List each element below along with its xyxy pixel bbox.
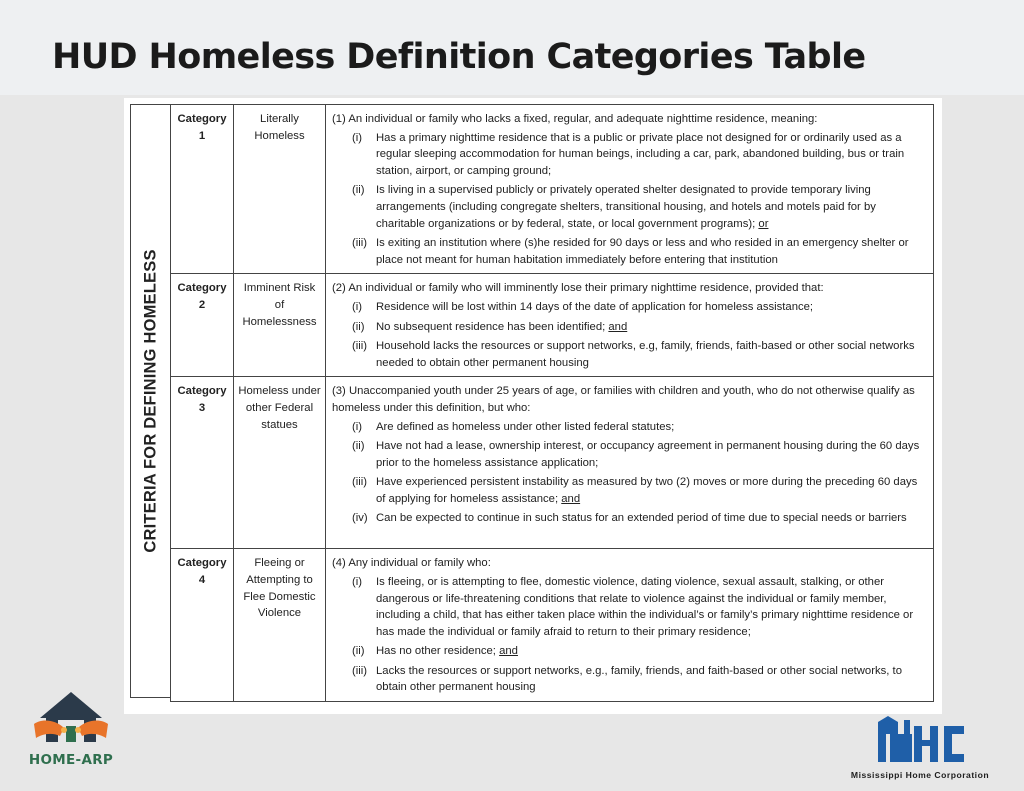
item-text: No subsequent residence has been identified;: [376, 320, 606, 333]
item-text-wrap: [376, 235, 927, 268]
item-text: Lacks the resources or support networks, e.g., family, friends, and faith-based or other social networks, to obtain other permanent housing: [376, 664, 902, 694]
item-text: Is exiting an institution where (s)he resided for 90 days or less and who resided in an emergency shelter or place not meant for human habitation immediately before entering that institution: [376, 237, 909, 266]
definition-item: [352, 438, 927, 471]
item-marker: (iii): [352, 237, 368, 250]
category-definition: [326, 274, 934, 377]
definition-item: [352, 235, 927, 268]
mhc-caption: Mississippi Home Corporation: [850, 770, 990, 780]
item-marker: (i): [352, 300, 363, 313]
category-label: Category: [177, 113, 227, 125]
category-type: Homeless under other Federal statues: [234, 377, 326, 549]
item-text-wrap: [376, 663, 927, 696]
definition-item: [352, 663, 927, 696]
category-label-cell: [171, 377, 234, 549]
category-row: [171, 274, 934, 377]
category-definition: [326, 377, 934, 549]
category-number: 3: [198, 401, 206, 414]
category-label-cell: [171, 105, 234, 274]
home-arp-caption: HOME-ARP: [28, 752, 114, 768]
item-text: Has a primary nighttime residence that is a public or private place not designed for or ordinarily used as a regular sleeping accommodation for human beings, including a car, park, abandoned building, bus or train station, airport, or camping ground;: [376, 131, 905, 177]
category-label-cell: [171, 549, 234, 702]
home-arp-house-icon: [26, 690, 116, 754]
definition-item: [352, 643, 927, 660]
item-conjunction: and: [608, 320, 628, 333]
category-row: [171, 105, 934, 274]
item-marker: (iii): [352, 340, 368, 353]
definition-intro: (2) An individual or family who will imminently lose their primary nighttime residence, provided that:: [332, 282, 824, 295]
item-text-wrap: [376, 438, 927, 471]
item-text-wrap: [376, 419, 927, 436]
criteria-side-label: [130, 104, 171, 698]
item-text: Have not had a lease, ownership interest, or occupancy agreement in permanent housing during the 60 days prior to the homeless assistance application;: [376, 440, 920, 469]
item-marker: (iii): [352, 476, 368, 489]
mhc-logo: [832, 712, 1008, 784]
home-arp-logo: [26, 690, 116, 775]
definition-item: [352, 338, 927, 371]
item-text: Can be expected to continue in such status for an extended period of time due to special needs or barriers: [376, 512, 907, 525]
side-label-text: CRITERIA FOR DEFINING HOMELESS: [141, 249, 160, 553]
item-text-wrap: [376, 299, 927, 316]
category-label: Category: [177, 385, 227, 398]
item-marker: (i): [352, 575, 363, 588]
item-marker: (ii): [352, 320, 365, 333]
item-marker: (iii): [352, 664, 368, 677]
category-number: 4: [198, 573, 206, 586]
item-conjunction: and: [499, 645, 518, 658]
item-text: Have experienced persistent instability as measured by two (2) moves or more during the preceding 60 days of applying for homeless assistance;: [376, 476, 918, 505]
item-marker: (ii): [352, 645, 365, 658]
item-marker: (ii): [352, 440, 365, 453]
item-text: Has no other residence;: [376, 645, 496, 658]
item-marker: (ii): [352, 184, 365, 197]
definition-item: [352, 474, 927, 507]
category-definition: [326, 105, 934, 274]
item-text: Is fleeing, or is attempting to flee, domestic violence, dating violence, sexual assault, stalking, or other dangerous or life-threatening conditions that relate to violence against the individual or family member, including a child, that has either taken place within the individual’s or family’s primary nighttime residence or has made the individual or family afraid to return to their primary residence;: [376, 575, 914, 638]
category-label: Category: [177, 557, 227, 570]
definition-intro: (1) An individual or family who lacks a fixed, regular, and adequate nighttime residence, meaning:: [332, 113, 818, 125]
mhc-mark-icon: [832, 712, 1008, 768]
item-text: Is living in a supervised publicly or privately operated shelter designated to provide temporary living arrangements (including congregate shelters, transitional housing, and hotels and motels paid for by charitable organizations or by federal, state, or local government programs);: [376, 184, 876, 230]
item-text: Household lacks the resources or support networks, e.g, family, friends, faith-based or other social networks needed to obtain other permanent housing: [376, 340, 915, 369]
item-text-wrap: [376, 182, 927, 232]
category-label-cell: [171, 274, 234, 377]
item-text-wrap: [376, 510, 927, 527]
definition-item: [352, 574, 927, 640]
item-conjunction: or: [758, 217, 769, 230]
definition-item: [352, 319, 927, 336]
item-conjunction: and: [561, 492, 581, 505]
category-row: [171, 549, 934, 702]
category-number: 1: [198, 129, 206, 142]
hud-categories-table: [170, 104, 934, 702]
definition-item: [352, 299, 927, 316]
definition-item: [352, 510, 927, 527]
category-definition: [326, 549, 934, 702]
item-text-wrap: [376, 130, 927, 180]
definition-intro: (3) Unaccompanied youth under 25 years of age, or families with children and youth, who do not otherwise qualify as homeless under this definition, but who:: [332, 385, 915, 414]
definition-intro: (4) Any individual or family who:: [332, 557, 491, 570]
item-text-wrap: [376, 474, 927, 507]
category-row: [171, 377, 934, 549]
item-marker: (iv): [352, 512, 368, 525]
item-text-wrap: [376, 319, 927, 336]
item-text-wrap: [376, 643, 927, 660]
definition-item: [352, 182, 927, 232]
page-title: HUD Homeless Definition Categories Table: [52, 37, 866, 77]
definition-item: [352, 419, 927, 436]
category-number: 2: [198, 298, 206, 311]
definition-item: [352, 130, 927, 180]
item-text: Are defined as homeless under other listed federal statutes;: [376, 420, 675, 433]
item-text-wrap: [376, 574, 927, 640]
category-type: Literally Homeless: [234, 105, 326, 274]
item-text: Residence will be lost within 14 days of the date of application for homeless assistance;: [376, 300, 814, 313]
item-marker: (i): [352, 131, 363, 144]
item-text-wrap: [376, 338, 927, 371]
item-marker: (i): [352, 420, 363, 433]
category-label: Category: [177, 282, 227, 295]
category-type: Imminent Risk of Homelessness: [234, 274, 326, 377]
category-type: Fleeing or Attempting to Flee Domestic Violence: [234, 549, 326, 702]
